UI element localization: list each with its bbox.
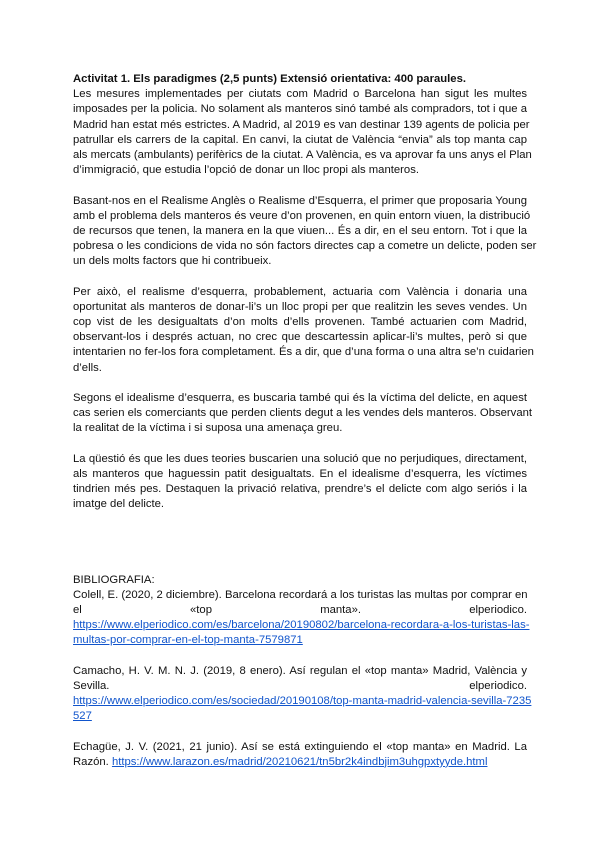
paragraph-line: d’immigració, que estudia l’opció de donar un lloc propi als manteros. <box>73 164 419 177</box>
bibliography-heading: BIBLIOGRAFIA: <box>73 573 155 586</box>
paragraph-line: imposades per la policia. No solament als manteros sinó també als compradors, tot i que a <box>73 103 527 116</box>
citation-link[interactable]: multas-por-comprar-en-el-top-manta-7579871 <box>73 634 303 647</box>
paragraph-line: als manteros que haguessin patit desigualtats. En el idealisme d’esquerra, les víctimes <box>73 467 527 480</box>
citation-link-line <box>73 694 532 709</box>
paragraph-line: cop vist de les desigualtats d’on molts d’ells provenen. També actuarien com Madrid, <box>73 316 527 328</box>
paragraph-line: Segons el idealisme d’esquerra, es buscaria també qui és la víctima del delicte, en aquest <box>73 391 527 404</box>
paragraph-line: d’ells. <box>73 361 102 374</box>
paragraph-line: imatge del delicte. <box>73 498 165 511</box>
citation-link[interactable]: https://www.elperiodico.com/es/barcelona/20190802/barcelona-recordara-a-los-turistas-las- <box>73 619 530 632</box>
paragraph <box>73 285 534 376</box>
paragraph <box>73 452 527 513</box>
citation-text: Camacho, H. V. M. N. J. (2019, 8 enero). Así regulan el «top manta» Madrid, València y <box>73 664 527 677</box>
paragraph-line: Basant-nos en el Realisme Anglès o Realisme d’Esquerra, el primer que proposaria Young <box>73 194 527 207</box>
citation-line <box>73 740 527 755</box>
citation-text: Echagüe, J. V. (2021, 21 junio). Así se está extinguiendo el «top manta» en Madrid. La <box>73 740 527 753</box>
citation-line <box>73 664 527 679</box>
paragraph-line: Per això, el realisme d’esquerra, probablement, actuaria com València i donaria una <box>73 285 527 298</box>
paragraph-line: Madrid han estat més estrictes. A Madrid, al 2019 es van destinar 139 agents de policia per <box>73 118 530 131</box>
citation-line <box>73 679 527 694</box>
paragraph-line: la realitat de la víctima i si suposa una amenaça greu. <box>73 422 343 435</box>
paragraph-line: La qüestió és que les dues teories buscarien una solució que no perjudiques, directament, <box>73 452 527 465</box>
citation-text: Sevilla. elperiodico. <box>73 679 527 692</box>
paragraph-line: pobresa o les condicions de vida no són factors directes cap a cometre un delicte, poden ser <box>73 240 537 253</box>
paragraph-line: intentarien no fer-los fora completament. És a dir, que d’una forma o una altra se’n cuidarien <box>73 346 534 359</box>
paragraph-line: tindrien més pes. Destaquen la privació relativa, prendre’s el delicte com algo seriós i la <box>73 483 527 496</box>
citation-text: Razón. <box>73 755 109 768</box>
bibliography-entry <box>73 664 532 725</box>
bibliography-entry <box>73 740 527 770</box>
citation-text: el «top manta». elperiodico. <box>73 604 527 616</box>
citation-link[interactable]: 527 <box>73 710 92 723</box>
paragraph <box>73 87 532 178</box>
paragraph <box>73 194 537 270</box>
paragraph-line: de recursos que tenen, la manera en la que viuen... És a dir, en el seu entorn. Tot i que la <box>73 224 527 237</box>
paragraph-line: amb el problema dels manteros és veure d’on provenen, en quin entorn viuen, la distribució <box>73 209 531 222</box>
paragraph-line: Les mesures implementades per ciutats com Madrid o Barcelona han sigut les multes <box>73 88 527 101</box>
citation-link[interactable]: https://www.elperiodico.com/es/sociedad/20190108/top-manta-madrid-valencia-sevilla-7235 <box>73 695 532 708</box>
citation-link[interactable]: https://www.larazon.es/madrid/20210621/tn5br2k4indbjim3uhgpxtyyde.html <box>111 755 488 768</box>
citation-text: Colell, E. (2020, 2 diciembre). Barcelona recordará a los turistas las multas por comprar en <box>73 588 528 601</box>
paragraph-line: als mercats (ambulants) perifèrics de la ciutat. A València, es va aprovar fa uns anys el Plan <box>73 148 532 161</box>
citation-link-line <box>73 709 527 724</box>
bibliography-entry <box>73 588 530 649</box>
activity-title: Activitat 1. Els paradigmes (2,5 punts) Extensió orientativa: 400 paraules. <box>73 73 467 85</box>
citation-line <box>73 603 527 618</box>
citation-line <box>73 588 527 603</box>
paragraph-line: observant-los i després actuan, no crec que descartessin aplicar-li’s multes, però si que <box>73 331 527 344</box>
paragraph-line: patrullar els carrers de la capital. En canvi, la ciutat de València “envia” als top manta cap <box>73 133 527 146</box>
citation-line <box>73 755 527 770</box>
paragraph-line: un dels molts factors que hi contribueix. <box>73 255 272 268</box>
paragraph-line: oportunitat als manteros de donar-li’s un lloc propi per que realitzin les seves vendes. Un <box>73 300 527 313</box>
document-page <box>73 72 537 785</box>
citation-link-line <box>73 633 527 648</box>
paragraph <box>73 391 533 437</box>
citation-link-line <box>73 618 530 633</box>
paragraph-line: cas serien els comerciants que perden clients degut a les vendes dels manteros. Observant <box>73 407 533 420</box>
